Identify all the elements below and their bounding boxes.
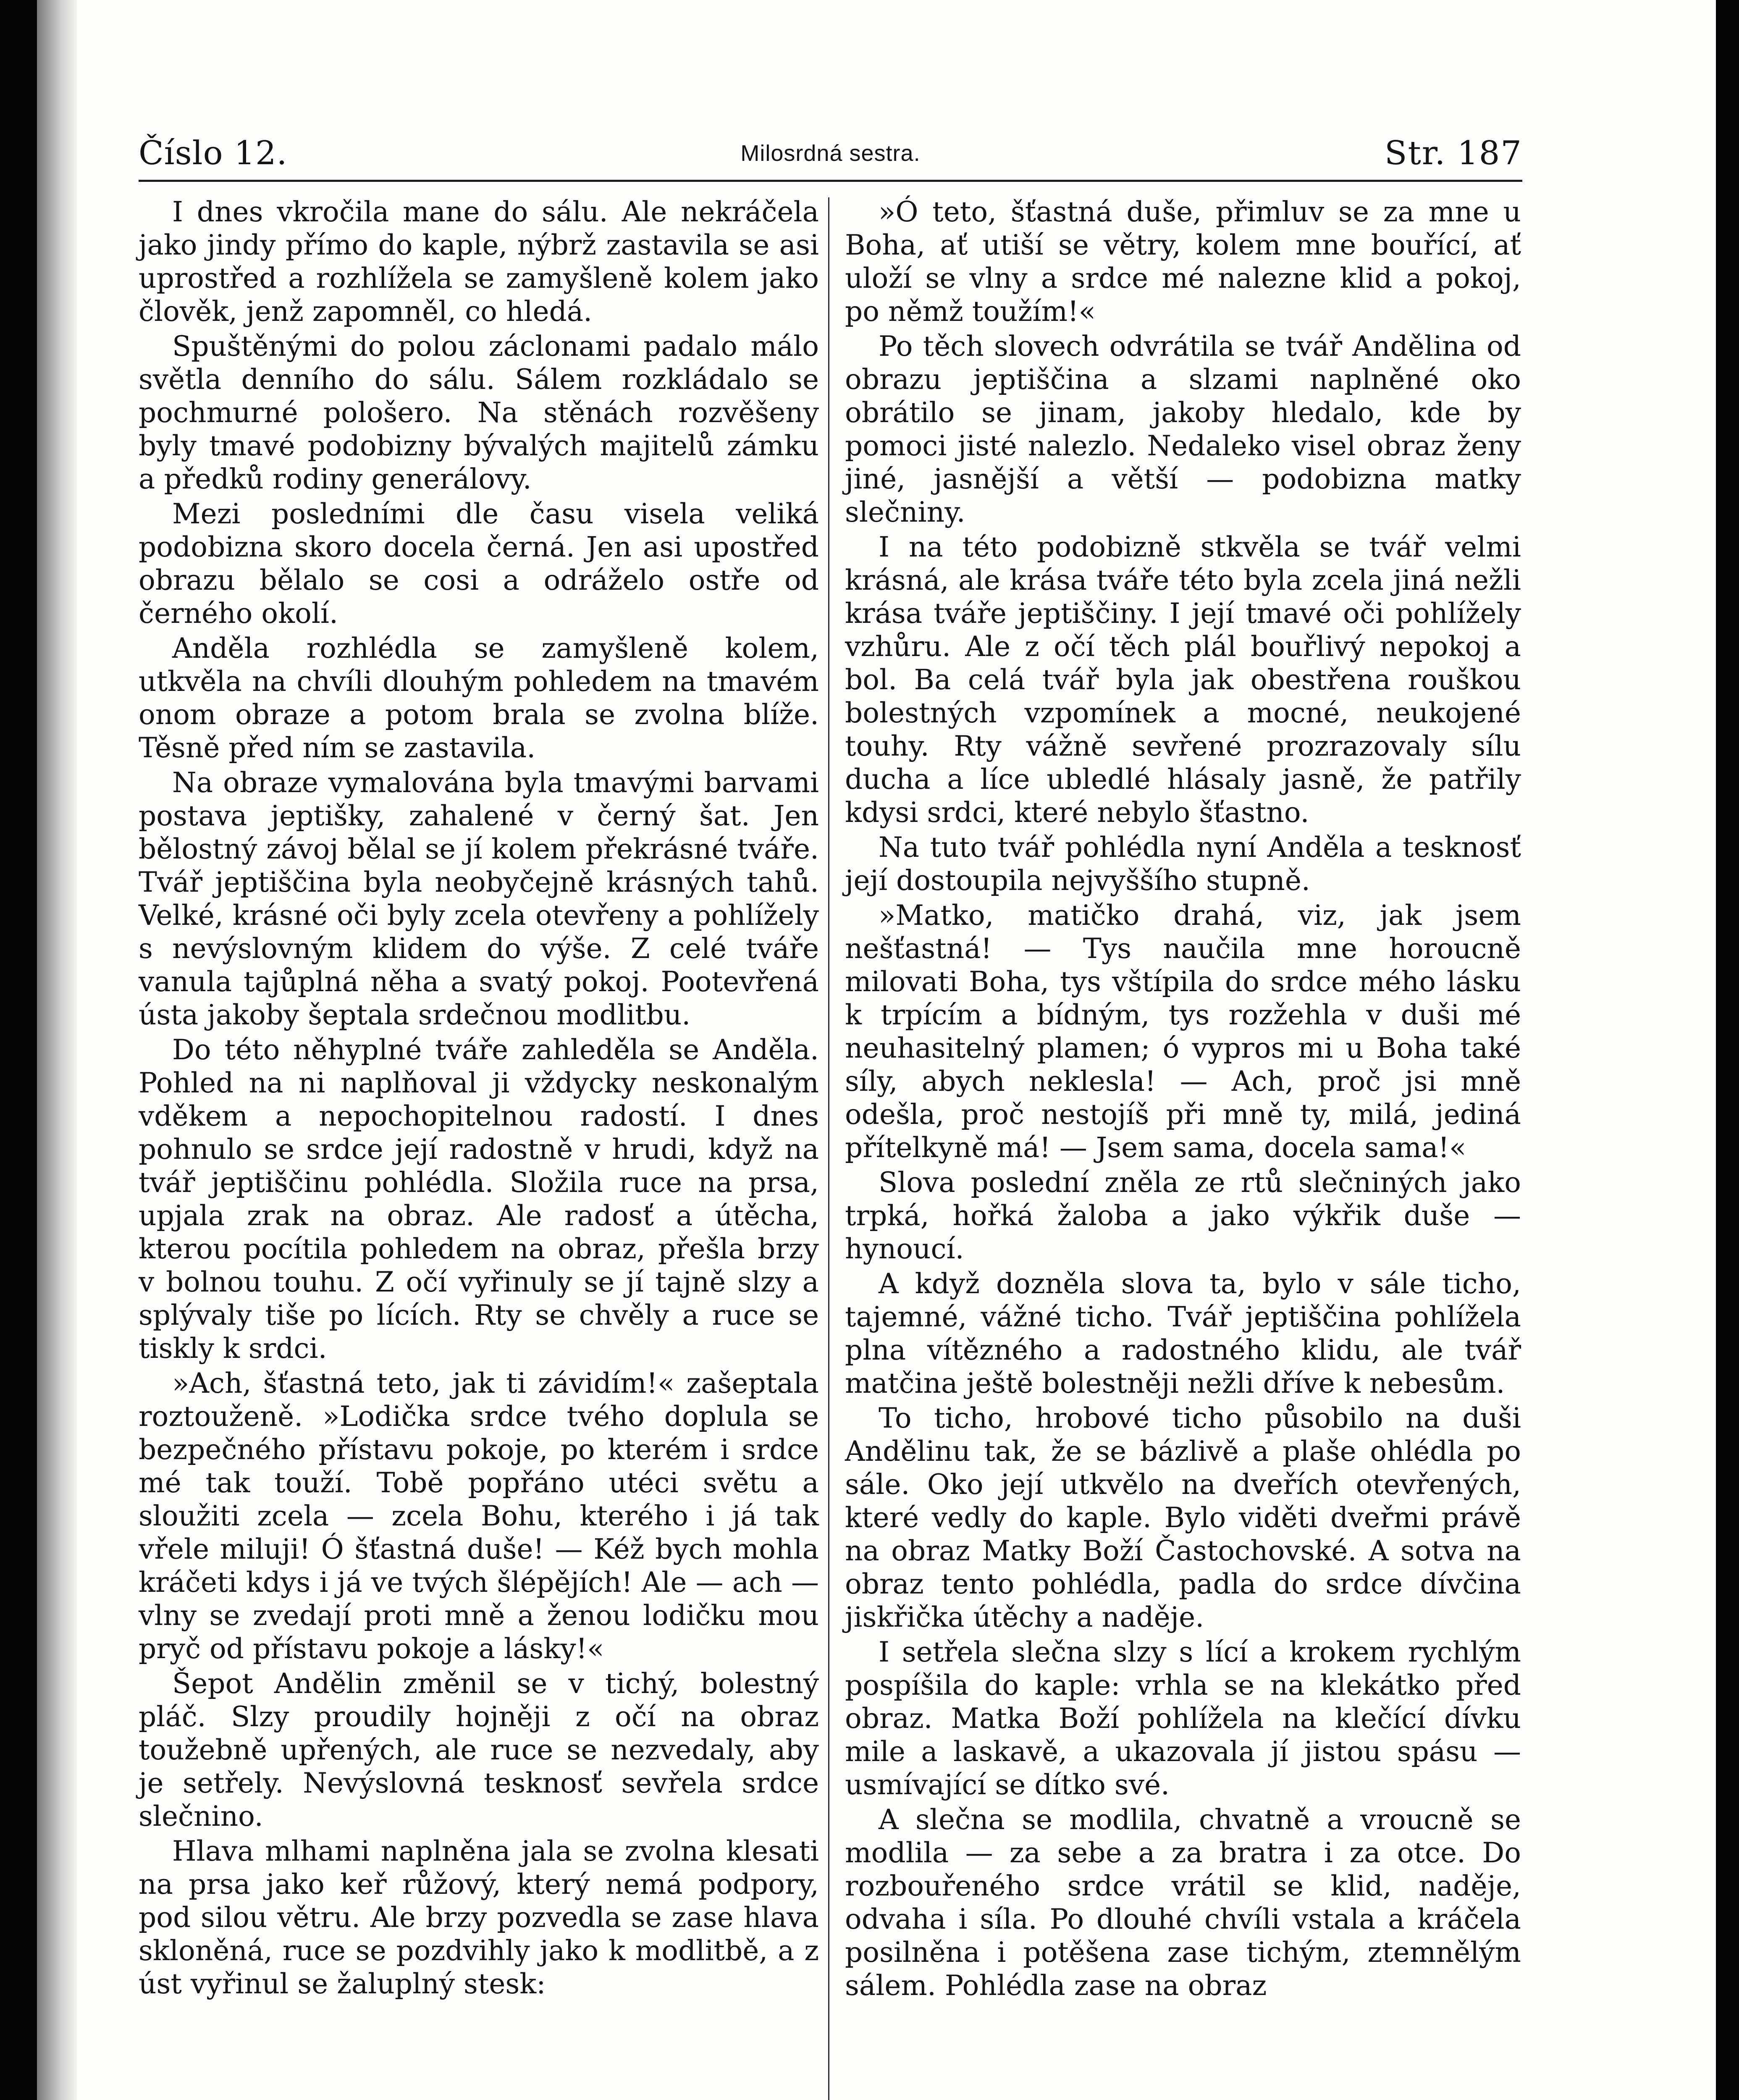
paragraph: Do této něhyplné tváře zahleděla se Anděla. Pohled na ni naplňoval ji vždycky neskonalým vděkem a nepochopitelnou radostí. I dnes pohnulo se srdce její radostně v hrudi, když na tvář jeptiščinu pohlédla. Složila ruce na prsa, upjala zrak na obraz. Ale radosť a útěcha, kterou pocítila pohledem na obraz, přešla brzy v bolnou touhu. Z očí vyřinuly se jí tajně slzy a splývaly tiše po lících. Rty se chvěly a ruce se tiskly k srdci. bbox=[139, 1034, 819, 1365]
header-rule bbox=[139, 180, 1522, 182]
running-header bbox=[139, 134, 1522, 181]
paragraph: Na obraze vymalována byla tmavými barvami postava jeptišky, zahalené v černý šat. Jen bělostný závoj bělal se jí kolem překrásné tváře. Tvář jeptiščina byla neobyčejně krásných tahů. Velké, krásné oči byly zcela otevřeny a pohlížely s nevýslovným klidem do výše. Z celé tváře vanula tajůplná něha a svatý pokoj. Pootevřená ústa jakoby šeptala srdečnou modlitbu. bbox=[139, 766, 819, 1031]
issue-number: Číslo 12. bbox=[139, 134, 288, 172]
paragraph: Spuštěnými do polou záclonami padalo málo světla denního do sálu. Sálem rozkládalo se pochmurné pološero. Na stěnách rozvěšeny byly tmavé podobizny bývalých majitelů zámku a předků rodiny generálovy. bbox=[139, 330, 819, 495]
paragraph: Na tuto tvář pohlédla nyní Anděla a tesknosť její dostoupila nejvyššího stupně. bbox=[845, 831, 1521, 897]
journal-title: Milosrdná sestra. bbox=[740, 141, 921, 166]
page-number: Str. 187 bbox=[1385, 134, 1522, 172]
column-left bbox=[139, 195, 819, 2100]
paragraph: »Ó teto, šťastná duše, přimluv se za mne u Boha, ať utiší se větry, kolem mne bouřící, ať uloží se vlny a srdce mé nalezne klid a pokoj, po němž toužím!« bbox=[845, 196, 1521, 328]
paragraph: Anděla rozhlédla se zamyšleně kolem, utkvěla na chvíli dlouhým pohledem na tmavém onom obraze a potom brala se zvolna blíže. Těsně před ním se zastavila. bbox=[139, 632, 819, 764]
paragraph: Hlava mlhami naplněna jala se zvolna klesati na prsa jako keř růžový, který nemá podpory, pod silou větru. Ale brzy pozvedla se zase hlava skloněná, ruce se pozdvihly jako k modlitbě, a z úst vyřinul se žaluplný stesk: bbox=[139, 1835, 819, 2000]
paragraph: »Ach, šťastná teto, jak ti závidím!« zašeptala roztouženě. »Lodička srdce tvého doplula se bezpečného přístavu pokoje, po kterém i srdce mé tak touží. Tobě popřáno utéci světu a sloužiti zcela — zcela Bohu, kterého i já tak vřele miluji! Ó šťastná duše! — Kéž bych mohla kráčeti kdys i já ve tvých šlépějích! Ale — ach — vlny se zvedají proti mně a ženou lodičku mou pryč od přístavu pokoje a lásky!« bbox=[139, 1367, 819, 1665]
paragraph: A slečna se modlila, chvatně a vroucně se modlila — za sebe a za bratra i za otce. Do rozbouřeného srdce vrátil se klid, naděje, odvaha i síla. Po dlouhé chvíli vstala a kráčela posilněna i potěšena zase tichým, ztemnělým sálem. Pohlédla zase na obraz bbox=[845, 1803, 1521, 2002]
paragraph: Po těch slovech odvrátila se tvář Andělina od obrazu jeptiščina a slzami naplněné oko obrátilo se jinam, jakoby hledalo, kde by pomoci jisté nalezlo. Nedaleko visel obraz ženy jiné, jasnější a větší — podobizna matky slečniny. bbox=[845, 330, 1521, 528]
scan-border-left bbox=[0, 0, 37, 2100]
paragraph: Šepot Andělin změnil se v tichý, bolestný pláč. Slzy proudily hojněji z očí na obraz toužebně upřených, ale ruce se nezvedaly, aby je setřely. Nevýslovná tesknosť sevřela srdce slečnino. bbox=[139, 1667, 819, 1832]
column-divider bbox=[828, 197, 829, 2100]
paragraph: Mezi posledními dle času visela veliká podobizna skoro docela černá. Jen asi upostřed obrazu bělalo se cosi a odráželo ostře od černého okolí. bbox=[139, 498, 819, 630]
binding-gutter bbox=[37, 0, 77, 2100]
paragraph: I dnes vkročila mane do sálu. Ale nekráčela jako jindy přímo do kaple, nýbrž zastavila se asi uprostřed a rozhlížela se zamyšleně kolem jako člověk, jenž zapomněl, co hledá. bbox=[139, 196, 819, 328]
paragraph: To ticho, hrobové ticho působilo na duši Andělinu tak, že se bázlivě a plaše ohlédla po sále. Oko její utkvělo na dveřích otevřených, které vedly do kaple. Bylo viděti dveřmi právě na obraz Matky Boží Častochovské. A sotva na obraz tento pohlédla, padla do srdce dívčina jiskřička útěchy a naděje. bbox=[845, 1402, 1521, 1633]
paragraph: I na této podobizně stkvěla se tvář velmi krásná, ale krása tváře této byla zcela jiná nežli krása tváře jeptiščiny. I její tmavé oči pohlížely vzhůru. Ale z očí těch plál bouřlivý nepokoj a bol. Ba celá tvář byla jak obestřena rouškou bolestných vzpomínek a mocné, neukojené touhy. Rty vážně sevřené prozrazovaly sílu ducha a líce ubledlé hlásaly jasně, že patřily kdysi srdci, které nebylo šťastno. bbox=[845, 531, 1521, 829]
column-right bbox=[845, 195, 1521, 2100]
scan-border-right bbox=[1716, 0, 1739, 2100]
paragraph: A když dozněla slova ta, bylo v sále ticho, tajemné, vážné ticho. Tvář jeptiščina pohlížela plna vítězného a radostného klidu, ale tvář matčina ještě bolestněji nežli dříve k nebesům. bbox=[845, 1268, 1521, 1399]
paragraph: I setřela slečna slzy s lící a krokem rychlým pospíšila do kaple: vrhla se na klekátko před obraz. Matka Boží pohlížela na klečící dívku mile a laskavě, a ukazovala jí jistou spásu — usmívající se dítko své. bbox=[845, 1636, 1521, 1801]
paragraph: »Matko, matičko drahá, viz, jak jsem nešťastná! — Tys naučila mne horoucně milovati Boha, tys vštípila do srdce mého lásku k trpícím a bídným, tys rozžehla v duši mé neuhasitelný plamen; ó vypros mi u Boha také síly, abych neklesla! — Ach, proč jsi mně odešla, proč nestojíš při mně ty, milá, jediná přítelkyně má! — Jsem sama, docela sama!« bbox=[845, 899, 1521, 1164]
paragraph: Slova poslední zněla ze rtů slečniných jako trpká, hořká žaloba a jako výkřik duše — hynoucí. bbox=[845, 1166, 1521, 1265]
